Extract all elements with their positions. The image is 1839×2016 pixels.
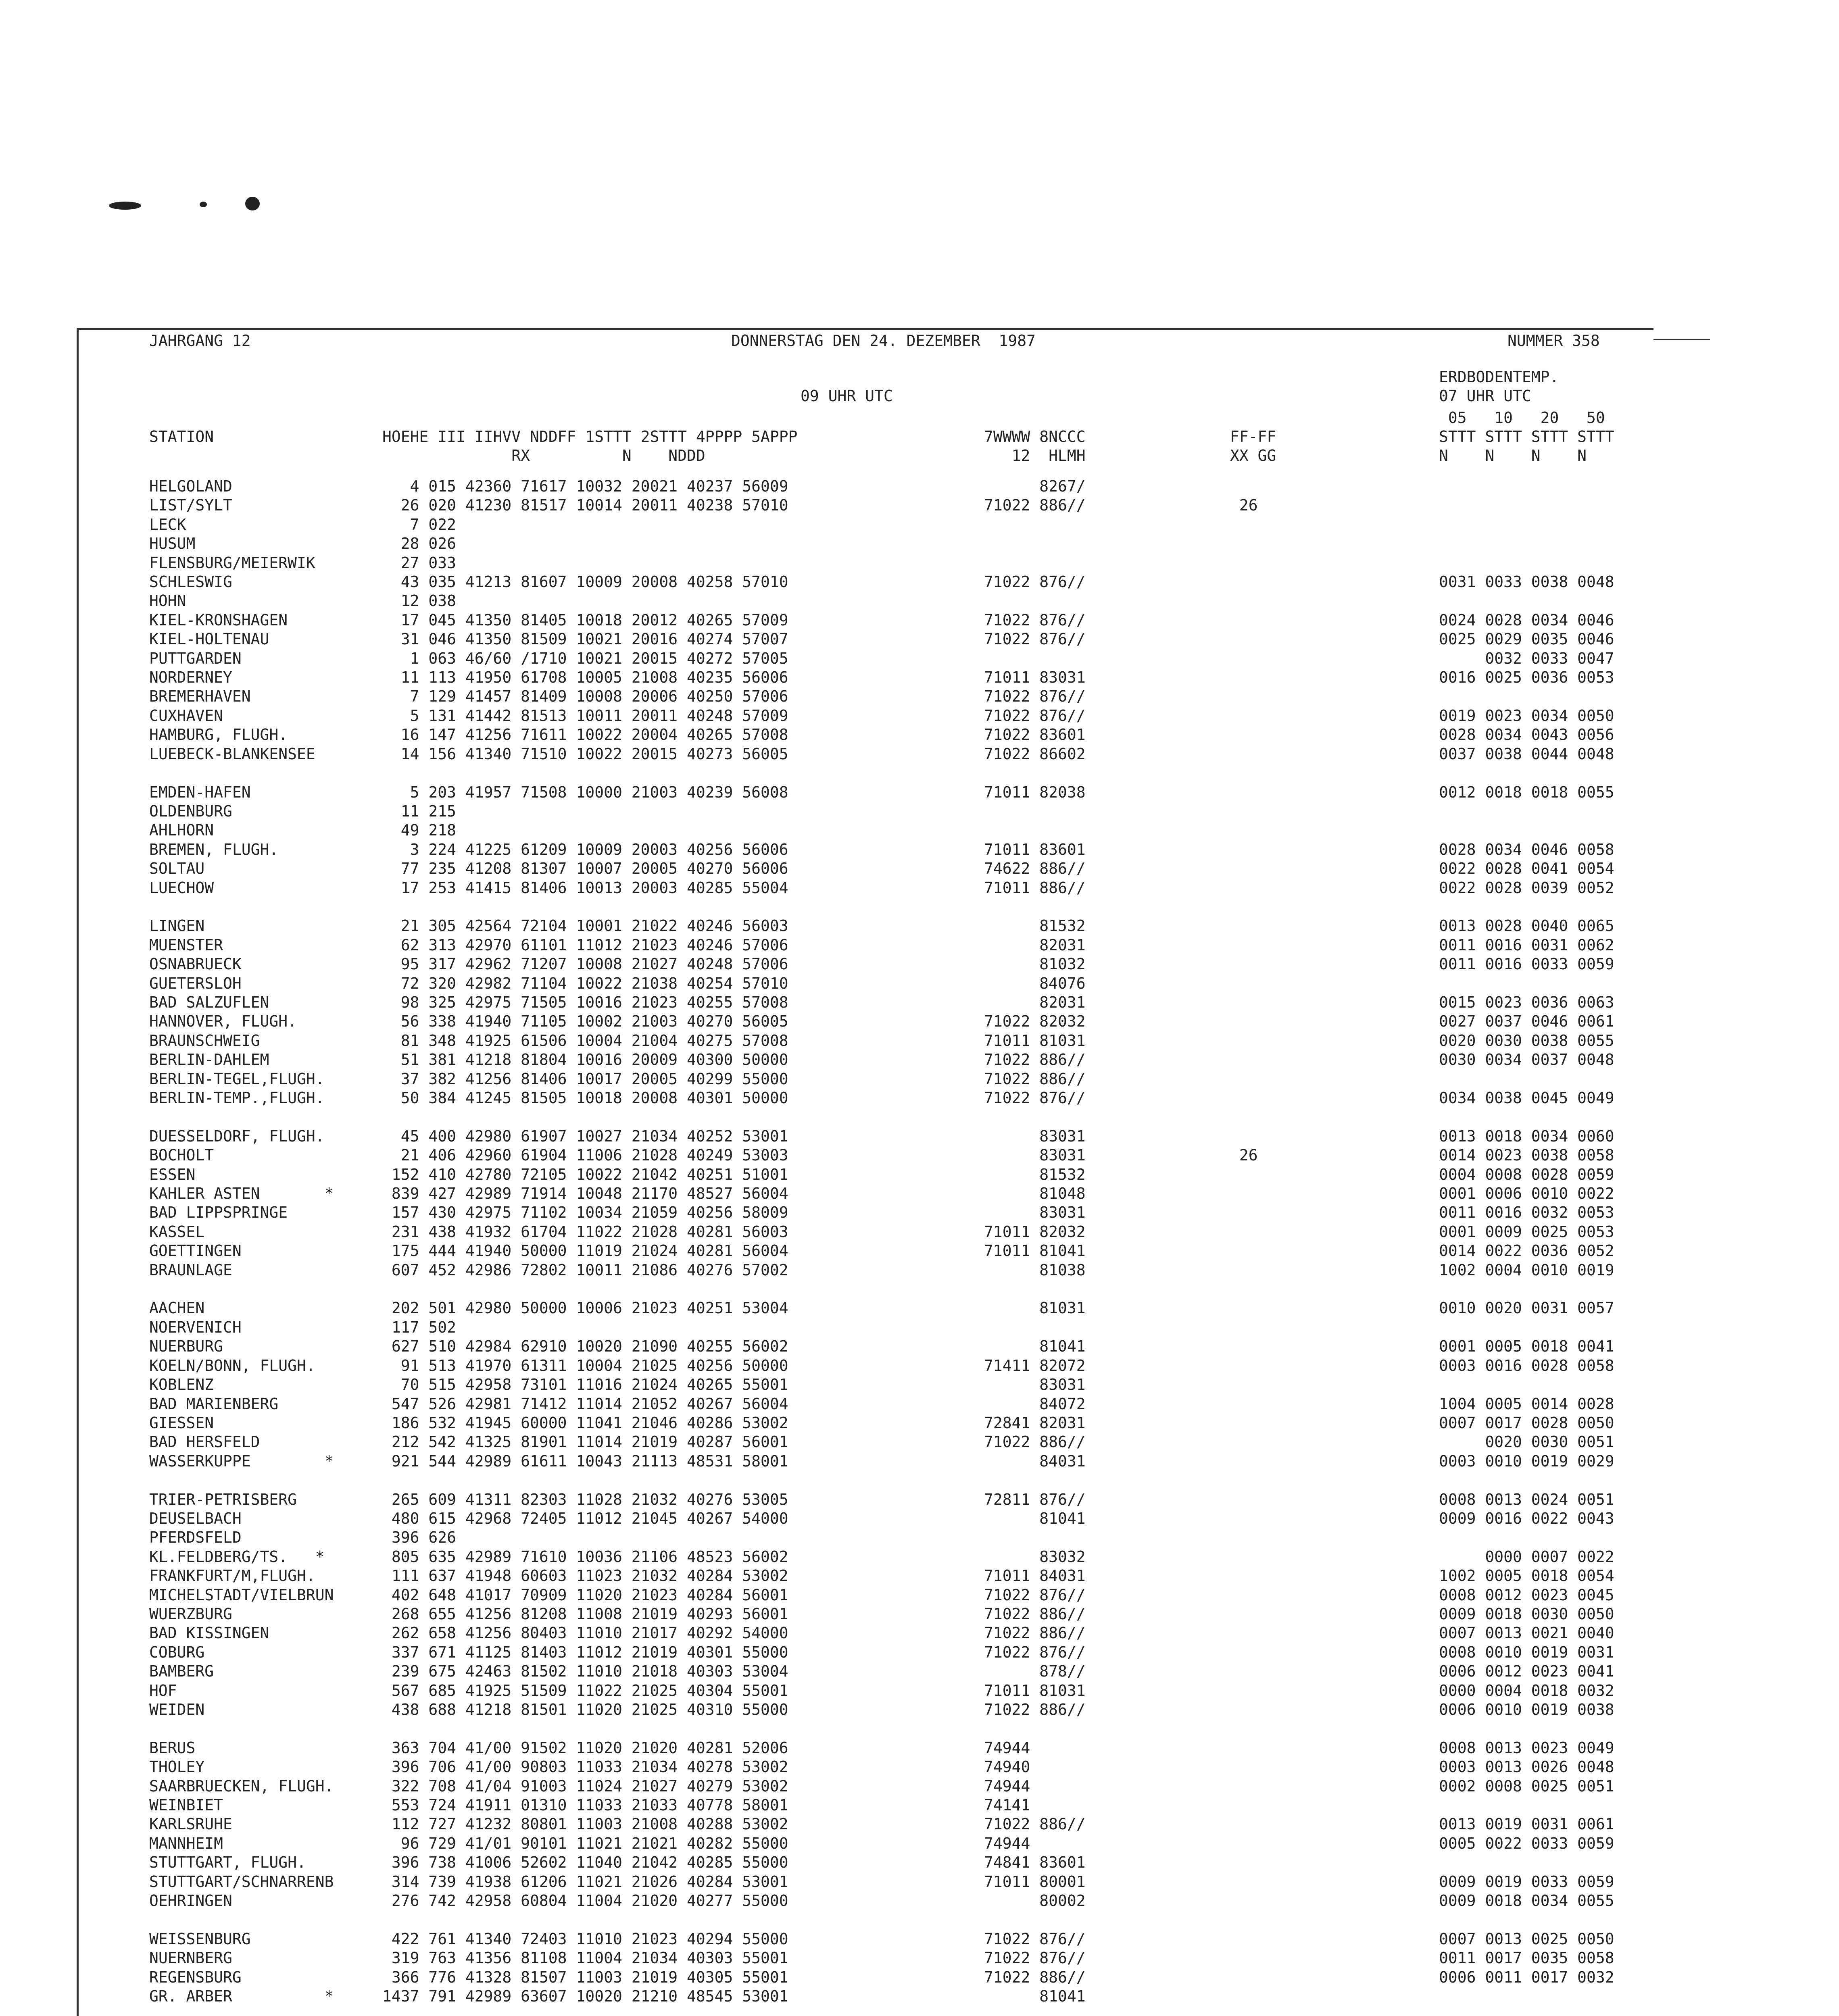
station-header: STATION [149, 428, 214, 446]
weather-cloud-column: 8267/ 71022 886// 71022 876// 71022 876// 71022 876// 71011 83031 71022 876// 71022 876// 71022 83601 71022 86602 71011 82038 71011 83601 74622 886// 71011 886// 81532 82031 81032 84076 82031 71022 82032 71011 81031 71022 886// 71022 886// 71022 876// 83031 83031 81532 81048 83031 71011 82032 71011 81041 81038 81031 81041 71411 82072 83031 84072 72841 82031 71022 886// 84031 72811 876// 81041 83032 71011 84031 71022 876// 71022 886// 71022 886// 71022 876// 878// 71011 81031 71022 886// 74944 74940 74944 74141 71022 886// 74944 74841 83601 71011 80001 80002 71022 876// 71022 876// 71022 886// 81041 [984, 477, 1086, 2006]
soil-depth-header: 05 10 20 50 [1439, 409, 1605, 427]
scan-mark [200, 202, 207, 207]
soil-stt-header: STTT STTT STTT STTT [1439, 428, 1614, 446]
volume-label: JAHRGANG 12 [149, 332, 251, 350]
frame-corner-tick [1653, 339, 1710, 340]
soil-temp-time: 07 UHR UTC [1439, 387, 1531, 405]
soil-temp-title: ERDBODENTEMP. [1439, 368, 1559, 386]
issue-date: DONNERSTAG DEN 24. DEZEMBER 1987 [731, 332, 1036, 350]
issue-number: NUMMER 358 [1507, 332, 1600, 350]
weather-header-line1: 7WWWW 8NCCC [984, 428, 1086, 446]
station-name-column: HELGOLAND LIST/SYLT LECK HUSUM FLENSBURG/MEIERWIK SCHLESWIG HOHN KIEL-KRONSHAGEN KIEL-HOLTENAU PUTTGARDEN NORDERNEY BREMERHAVEN CUXHAVEN HAMBURG, FLUGH. LUEBECK-BLANKENSEE EMDEN-HAFEN OLDENBURG AHLHORN BREMEN, FLUGH. SOLTAU LUECHOW LINGEN MUENSTER OSNABRUECK GUETERSLOH BAD SALZUFLEN HANNOVER, FLUGH. BRAUNSCHWEIG BERLIN-DAHLEM BERLIN-TEGEL,FLUGH. BERLIN-TEMP.,FLUGH. DUESSELDORF, FLUGH. BOCHOLT ESSEN KAHLER ASTEN * BAD LIPPSPRINGE KASSEL GOETTINGEN BRAUNLAGE AACHEN NOERVENICH NUERBURG KOELN/BONN, FLUGH. KOBLENZ BAD MARIENBERG GIESSEN BAD HERSFELD WASSERKUPPE * TRIER-PETRISBERG DEUSELBACH PFERDSFELD KL.FELDBERG/TS. * FRANKFURT/M,FLUGH. MICHELSTADT/VIELBRUN WUERZBURG BAD KISSINGEN COBURG BAMBERG HOF WEIDEN BERUS THOLEY SAARBRUECKEN, FLUGH. WEINBIET KARLSRUHE MANNHEIM STUTTGART, FLUGH. STUTTGART/SCHNARRENB OEHRINGEN WEISSENBURG NUERNBERG REGENSBURG GR. ARBER * [149, 477, 334, 2006]
scan-mark [245, 197, 260, 210]
observation-time: 09 UHR UTC [801, 387, 893, 405]
wind-gust-header-line2: XX GG [1230, 447, 1276, 464]
wind-gust-column: 26 26 [1239, 496, 1258, 1164]
wind-gust-header-line1: FF-FF [1230, 428, 1276, 446]
synop-code-column: 4 015 42360 71617 10032 20021 40237 56009 26 020 41230 81517 10014 20011 40238 57010 7 022 28 026 27 033 43 035 41213 81607 10009 20008 40258 57010 12 038 17 045 41350 81405 10018 20012 40265 57009 31 046 41350 81509 10021 20016 40274 57007 1 063 46/60 /1710 10021 20015 40272 57005 11 113 41950 61708 10005 21008 40235 56006 7 129 41457 81409 10008 20006 40250 57006 5 131 41442 81513 10011 20011 40248 57009 16 147 41256 71611 10022 20004 40265 57008 14 156 41340 71510 10022 20015 40273 56005 5 203 41957 71508 10000 21003 40239 56008 11 215 49 218 3 224 41225 61209 10009 20003 40256 56006 77 235 41208 81307 10007 20005 40270 56006 17 253 41415 81406 10013 20003 40285 55004 21 305 42564 72104 10001 21022 40246 56003 62 313 42970 61101 11012 21023 40246 57006 95 317 42962 71207 10008 21027 40248 57006 72 320 42982 71104 10022 21038 40254 57010 98 325 42975 71505 10016 21023 40255 57008 56 338 41940 71105 10002 21003 40270 56005 81 348 41925 61506 10004 21004 40275 57008 51 381 41218 81804 10016 20009 40300 50000 37 382 41256 81406 10017 20005 40299 55000 50 384 41245 81505 10018 20008 40301 50000 45 400 42980 61907 10027 21034 40252 53001 21 406 42960 61904 11006 21028 40249 53003 152 410 42780 72105 10022 21042 40251 51001 839 427 42989 71914 10048 21170 48527 56004 157 430 42975 71102 10034 21059 40256 58009 231 438 41932 61704 11022 21028 40281 56003 175 444 41940 50000 11019 21024 40281 56004 607 452 42986 72802 10011 21086 40276 57002 202 501 42980 50000 10006 21023 40251 53004 117 502 627 510 42984 62910 10020 21090 40255 56002 91 513 41970 61311 10004 21025 40256 50000 70 515 42958 73101 11016 21024 40265 55001 547 526 42981 71412 11014 21052 40267 56004 186 532 41945 60000 11041 21046 40286 53002 212 542 41325 81901 11014 21019 40287 56001 921 544 42989 61611 10043 21113 48531 58001 265 609 41311 82303 11028 21032 40276 53005 480 615 42968 72405 11012 21045 40267 54000 396 626 805 635 42989 71610 10036 21106 48523 56002 111 637 41948 60603 11023 21032 40284 53002 402 648 41017 70909 11020 21023 40284 56001 268 655 41256 81208 11008 21019 40293 56001 262 658 41256 80403 11010 21017 40292 54000 337 671 41125 81403 11012 21019 40301 55000 239 675 42463 81502 11010 21018 40303 53004 567 685 41925 51509 11022 21025 40304 55001 438 688 41218 81501 11020 21025 40310 55000 363 704 41/00 91502 11020 21020 40281 52006 396 706 41/00 90803 11033 21034 40278 53002 322 708 41/04 91003 11024 21027 40279 53002 553 724 41911 01310 11033 21033 40778 58001 112 727 41232 80801 11003 21008 40288 53002 96 729 41/01 90101 11021 21021 40282 55000 396 738 41006 52602 11040 21042 40285 55000 314 739 41938 61206 11021 21026 40284 53001 276 742 42958 60804 11004 21020 40277 55000 422 761 41340 72403 11010 21023 40294 55000 319 763 41356 81108 11004 21034 40303 55001 366 776 41328 81507 11003 21019 40305 55001 1437 791 42989 63607 10020 21210 48545 53001 [382, 477, 788, 2006]
weather-header-line2: 12 HLMH [984, 447, 1086, 464]
soil-temperature-column: 0031 0033 0038 0048 0024 0028 0034 0046 0025 0029 0035 0046 0032 0033 0047 0016 0025 0036 0053 0019 0023 0034 0050 0028 0034 0043 0056 0037 0038 0044 0048 0012 0018 0018 0055 0028 0034 0046 0058 0022 0028 0041 0054 0022 0028 0039 0052 0013 0028 0040 0065 0011 0016 0031 0062 0011 0016 0033 0059 0015 0023 0036 0063 0027 0037 0046 0061 0020 0030 0038 0055 0030 0034 0037 0048 0034 0038 0045 0049 0013 0018 0034 0060 0014 0023 0038 0058 0004 0008 0028 0059 0001 0006 0010 0022 0011 0016 0032 0053 0001 0009 0025 0053 0014 0022 0036 0052 1002 0004 0010 0019 0010 0020 0031 0057 0001 0005 0018 0041 0003 0016 0028 0058 1004 0005 0014 0028 0007 0017 0028 0050 0020 0030 0051 0003 0010 0019 0029 0008 0013 0024 0051 0009 0016 0022 0043 0000 0007 0022 1002 0005 0018 0054 0008 0012 0023 0045 0009 0018 0030 0050 0007 0013 0021 0040 0008 0010 0019 0031 0006 0012 0023 0041 0000 0004 0018 0032 0006 0010 0019 0038 0008 0013 0023 0049 0003 0013 0026 0048 0002 0008 0025 0051 0013 0019 0031 0061 0005 0022 0033 0059 0009 0019 0033 0059 0009 0018 0034 0055 0007 0013 0025 0050 0011 0017 0035 0058 0006 0011 0017 0032 [1439, 573, 1614, 1986]
scan-mark [109, 202, 141, 210]
soil-n-header: N N N N [1439, 447, 1587, 464]
frame-left-rule [77, 328, 79, 2016]
code-header-line1: HOEHE III IIHVV NDDFF 1STTT 2STTT 4PPPP 5APPP [382, 428, 798, 446]
frame-top-rule [77, 328, 1653, 330]
code-header-line2: RX N NDDD [382, 447, 705, 464]
